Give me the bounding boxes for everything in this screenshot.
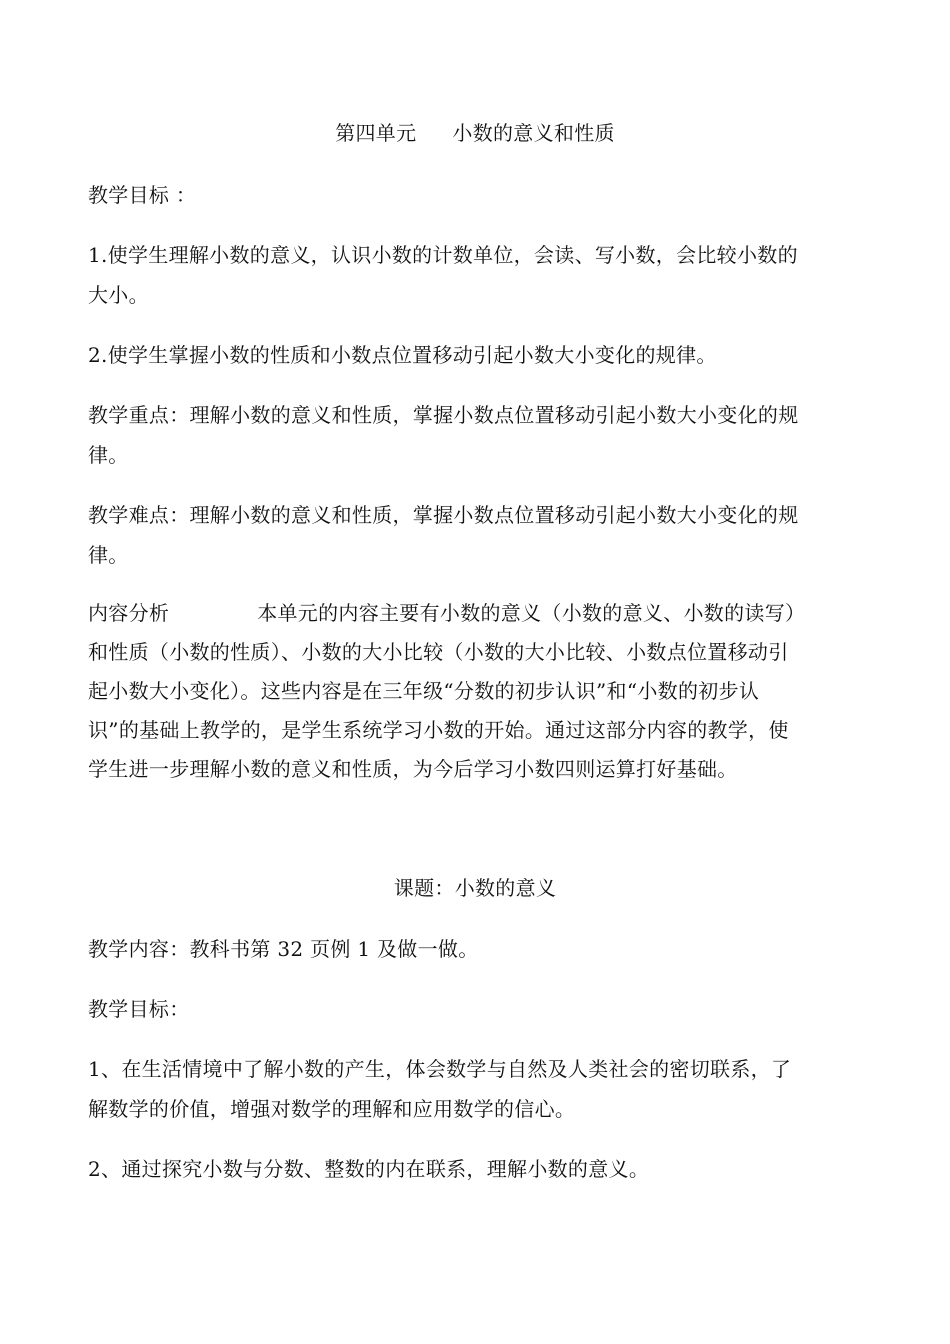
analysis-text-start: 本单元的内容主要有小数的意义（小数的意义、小数的读写） xyxy=(257,601,806,625)
lesson-goals-heading: 教学目标： xyxy=(88,997,190,1021)
goals-heading: 教学目标 ： xyxy=(88,183,197,207)
analysis-line-3: 起小数大小变化）。这些内容是在三年级“分数的初步认识”和“小数的初步认 xyxy=(88,679,760,703)
difficulty-line-2: 律。 xyxy=(88,543,129,567)
analysis-line-2: 和性质（小数的性质）、小数的大小比较（小数的大小比较、小数点位置移动引 xyxy=(88,640,789,664)
goal-1-line-1: 1.使学生理解小数的意义，认识小数的计数单位，会读、写小数，会比较小数的 xyxy=(88,243,798,267)
difficulty-line-1: 教学难点：理解小数的意义和性质，掌握小数点位置移动引起小数大小变化的规 xyxy=(88,503,799,527)
unit-title-topic: 小数的意义和性质 xyxy=(452,121,615,145)
analysis-line-5: 学生进一步理解小数的意义和性质，为今后学习小数四则运算打好基础。 xyxy=(88,757,738,781)
lesson-title: 课题：小数的意义 xyxy=(393,876,557,900)
unit-title-number: 第四单元 xyxy=(335,121,417,145)
analysis-line-1 xyxy=(88,601,868,625)
goal-1-line-2: 大小。 xyxy=(88,283,149,307)
lesson-goal-1-line-1: 1、在生活情境中了解小数的产生，体会数学与自然及人类社会的密切联系，了 xyxy=(88,1057,792,1081)
goal-2: 2.使学生掌握小数的性质和小数点位置移动引起小数大小变化的规律。 xyxy=(88,343,717,367)
lesson-content: 教学内容：教科书第 32 页例 1 及做一做。 xyxy=(88,937,479,961)
lesson-goal-1-line-2: 解数学的价值，增强对数学的理解和应用数学的信心。 xyxy=(88,1097,576,1121)
analysis-label: 内容分析 xyxy=(88,601,170,625)
analysis-line-4: 识”的基础上教学的，是学生系统学习小数的开始。通过这部分内容的教学，使 xyxy=(88,718,789,742)
key-point-line-1: 教学重点：理解小数的意义和性质，掌握小数点位置移动引起小数大小变化的规 xyxy=(88,403,799,427)
unit-title xyxy=(0,121,950,145)
key-point-line-2: 律。 xyxy=(88,443,129,467)
lesson-goal-2: 2、通过探究小数与分数、整数的内在联系，理解小数的意义。 xyxy=(88,1157,650,1181)
